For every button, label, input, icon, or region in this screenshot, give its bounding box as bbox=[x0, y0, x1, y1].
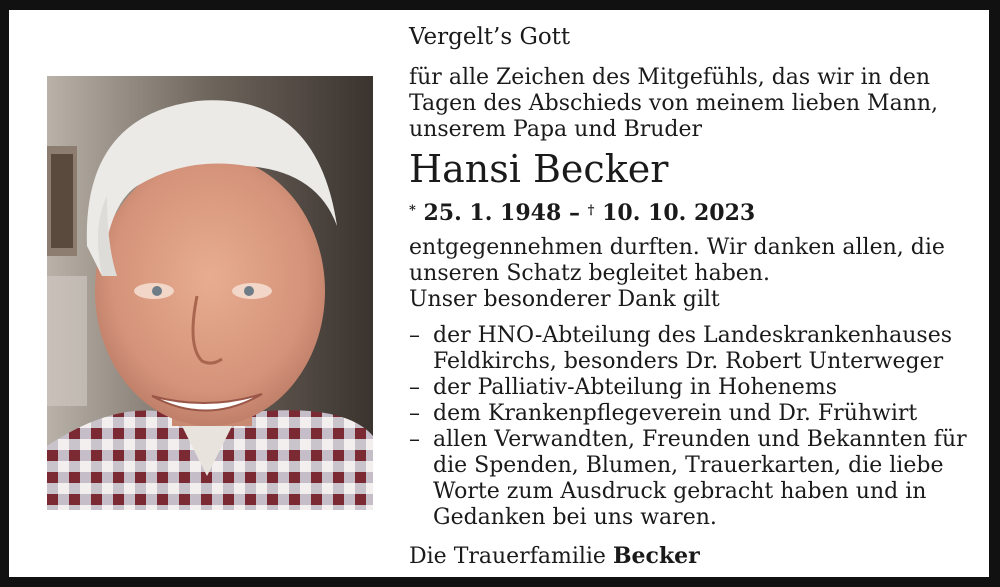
list-item: der Palliativ-Abteilung in Hohenems bbox=[433, 375, 837, 400]
obituary-card bbox=[9, 10, 989, 577]
heading: Vergelt’s Gott bbox=[409, 24, 571, 50]
signature-prefix: Die Trauerfamilie bbox=[409, 544, 613, 569]
list-dash: – bbox=[409, 375, 420, 400]
list-dash: – bbox=[409, 401, 420, 426]
signature bbox=[409, 543, 700, 570]
portrait-photo bbox=[47, 76, 373, 510]
life-dates bbox=[409, 200, 755, 226]
death-date: 10. 10. 2023 bbox=[602, 200, 756, 226]
deceased-name: Hansi Becker bbox=[409, 147, 669, 191]
list-item: Gedanken bei uns waren. bbox=[433, 505, 717, 530]
date-separator: – bbox=[568, 200, 580, 226]
intro-line: für alle Zeichen des Mitgefühls, das wir in den bbox=[409, 65, 931, 90]
intro-line: Tagen des Abschieds von meinem lieben Mann, bbox=[409, 91, 939, 116]
family-name: Becker bbox=[612, 543, 700, 569]
body-line: Unser besonderer Dank gilt bbox=[409, 287, 720, 312]
list-item: Feldkirchs, besonders Dr. Robert Unterweger bbox=[433, 349, 944, 374]
birth-symbol: * bbox=[409, 203, 416, 218]
intro-line: unserem Papa und Bruder bbox=[409, 117, 703, 142]
list-dash: – bbox=[409, 427, 420, 452]
list-item: allen Verwandten, Freunden und Bekannten für bbox=[433, 427, 967, 452]
body-line: entgegennehmen durften. Wir danken allen, die bbox=[409, 235, 945, 260]
list-item: der HNO-Abteilung des Landeskrankenhauses bbox=[433, 323, 953, 348]
list-item: die Spenden, Blumen, Trauerkarten, die liebe bbox=[433, 453, 944, 478]
list-dash: – bbox=[409, 323, 420, 348]
death-symbol: † bbox=[587, 203, 595, 218]
list-item: Worte zum Ausdruck gebracht haben und in bbox=[433, 479, 927, 504]
body-line: unseren Schatz begleitet haben. bbox=[409, 261, 770, 286]
portrait-illustration bbox=[47, 76, 373, 510]
list-item: dem Krankenpflegeverein und Dr. Frühwirt bbox=[433, 401, 918, 426]
birth-date: 25. 1. 1948 bbox=[423, 200, 562, 226]
